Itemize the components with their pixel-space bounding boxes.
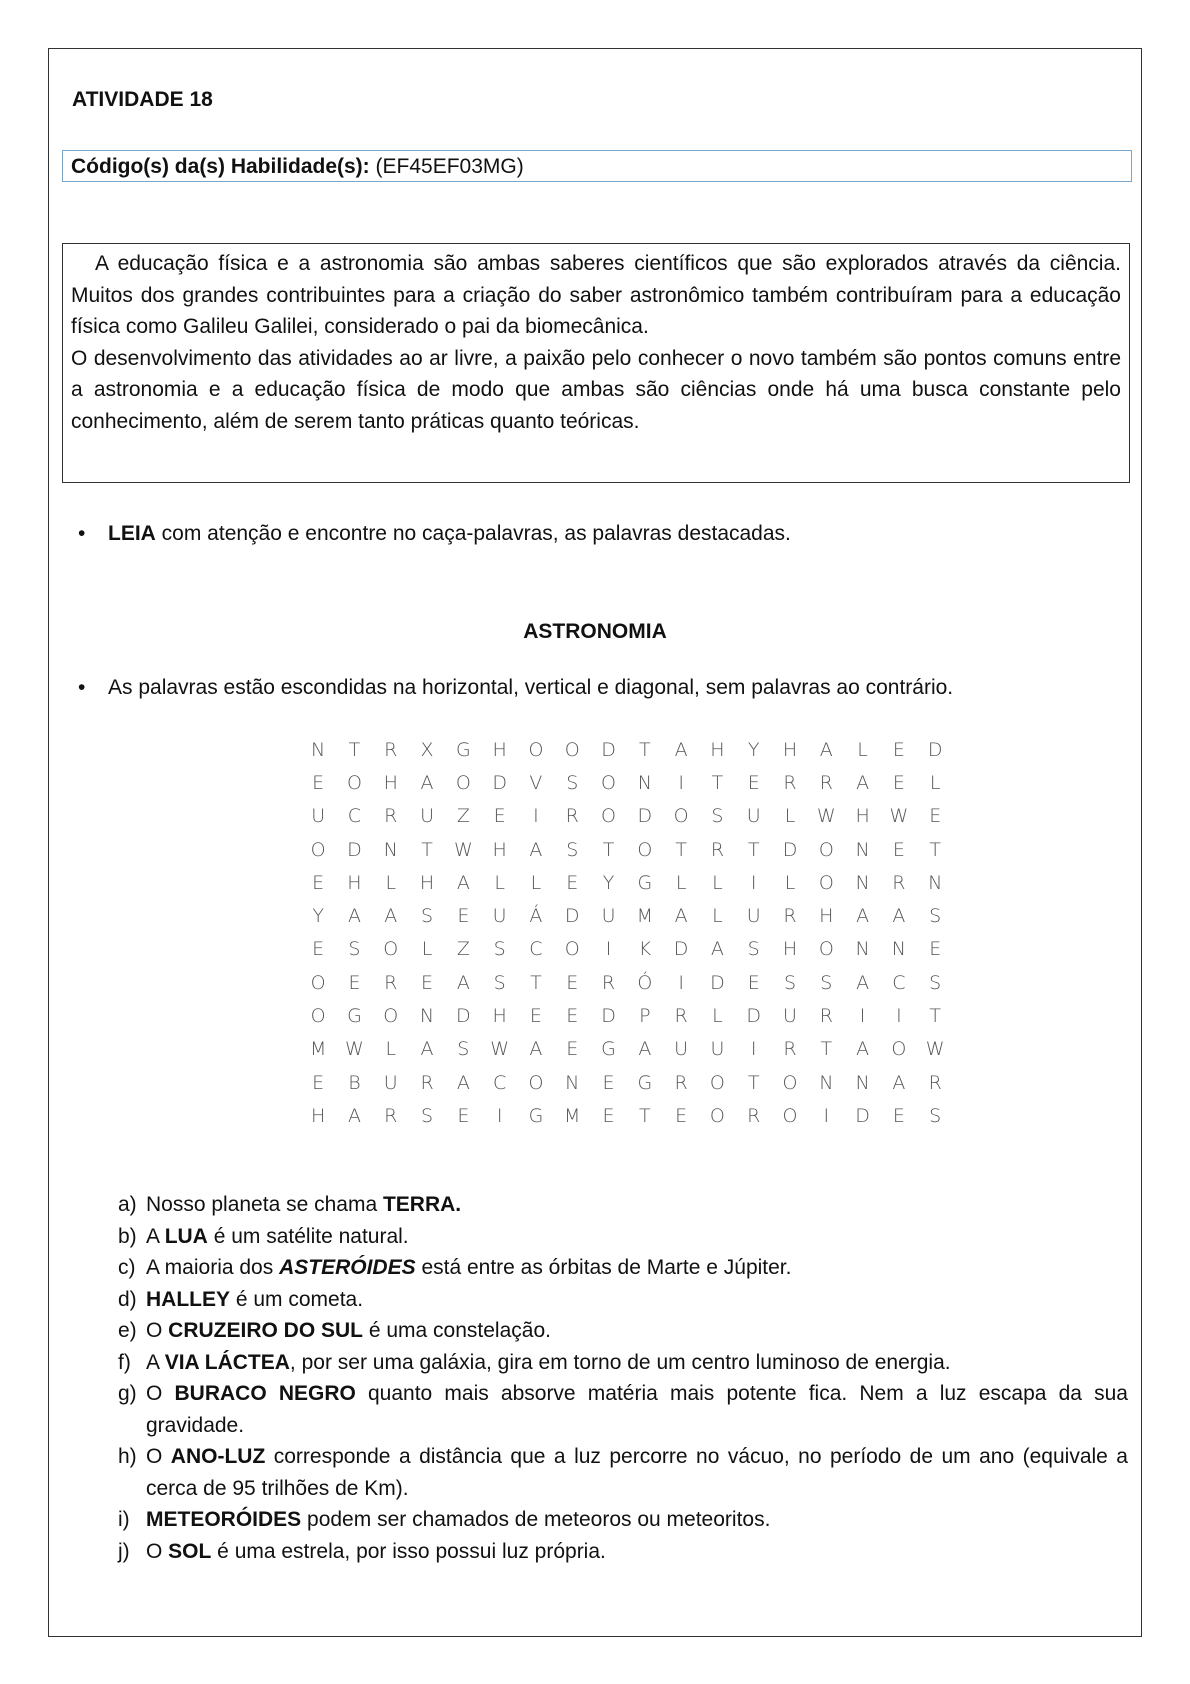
grid-cell[interactable]: D	[710, 971, 725, 994]
grid-cell[interactable]: U	[383, 1071, 398, 1094]
grid-cell[interactable]: R	[819, 771, 833, 794]
item-text: O	[146, 1382, 175, 1405]
grid-cell[interactable]: Y	[747, 738, 760, 761]
grid-cell[interactable]: G	[601, 1038, 616, 1061]
grid-cell[interactable]: E	[566, 1038, 579, 1061]
item-text: Nosso planeta se chama	[146, 1193, 383, 1216]
grid-cell[interactable]: O	[310, 1005, 326, 1028]
grid-cell[interactable]: E	[602, 1104, 615, 1127]
grid-cell[interactable]: N	[383, 838, 398, 861]
grid-cell[interactable]: E	[457, 1104, 470, 1127]
grid-cell[interactable]: R	[384, 805, 398, 828]
grid-cell[interactable]: L	[784, 805, 796, 828]
grid-cell[interactable]: D	[673, 938, 689, 961]
grid-cell[interactable]: S	[493, 971, 506, 994]
grid-cell[interactable]: T	[602, 838, 615, 861]
grid-cell[interactable]: L	[675, 871, 687, 894]
grid-cell[interactable]: H	[782, 938, 798, 961]
grid-cell[interactable]: O	[310, 971, 326, 994]
grid-cell[interactable]: S	[747, 938, 760, 961]
grid-cell[interactable]: B	[348, 1071, 361, 1094]
grid-cell[interactable]: D	[492, 771, 507, 794]
grid-cell[interactable]: G	[455, 738, 471, 761]
grid-cell[interactable]: A	[856, 905, 870, 928]
grid-row	[300, 966, 953, 999]
grid-cell[interactable]: T	[747, 1071, 760, 1094]
question-item	[118, 1504, 1128, 1536]
instruction-read: • LEIA com atenção e encontre no caça-palavras, as palavras destacadas.	[78, 522, 791, 545]
grid-row	[300, 999, 953, 1032]
grid-cell[interactable]: O	[818, 838, 834, 861]
grid-cell[interactable]: R	[384, 1104, 398, 1127]
grid-cell[interactable]: L	[712, 1005, 723, 1028]
grid-row	[300, 933, 953, 966]
grid-cell[interactable]: I	[678, 971, 684, 994]
grid-cell[interactable]: L	[385, 871, 397, 894]
grid-cell[interactable]: G	[528, 1104, 544, 1127]
grid-cell[interactable]: Á	[529, 905, 543, 928]
grid-cell[interactable]: A	[819, 738, 833, 761]
grid-cell[interactable]: N	[419, 1005, 435, 1028]
grid-cell[interactable]: O	[782, 1071, 798, 1094]
grid-cell[interactable]: S	[783, 971, 797, 994]
grid-cell[interactable]: T	[820, 1038, 833, 1061]
grid-cell[interactable]: C	[492, 1071, 507, 1094]
skill-label: Código(s) da(s) Habilidade(s):	[71, 155, 370, 178]
grid-cell[interactable]: U	[420, 805, 434, 828]
grid-cell[interactable]: U	[492, 905, 507, 928]
grid-cell[interactable]: O	[383, 1005, 399, 1028]
grid-cell[interactable]: E	[892, 738, 905, 761]
grid-cell[interactable]: H	[492, 738, 507, 761]
grid-cell[interactable]: O	[818, 938, 834, 961]
grid-cell[interactable]: E	[566, 1005, 579, 1028]
item-label: d)	[118, 1287, 137, 1311]
grid-cell[interactable]: D	[927, 738, 943, 761]
item-text: A maioria dos	[146, 1256, 280, 1279]
grid-cell[interactable]: E	[312, 938, 325, 961]
grid-cell[interactable]: R	[819, 1005, 833, 1028]
grid-cell[interactable]: R	[928, 1071, 942, 1094]
grid-cell[interactable]: N	[311, 738, 326, 761]
grid-cell[interactable]: S	[348, 938, 361, 961]
grid-cell[interactable]: H	[492, 838, 507, 861]
grid-row	[300, 1033, 953, 1066]
grid-cell[interactable]: N	[855, 1071, 870, 1094]
grid-cell[interactable]: A	[456, 871, 470, 894]
paragraph: A educação física e a astronomia são ambas saberes científicos que são explorados através da ciência. Muitos dos grandes contribuintes para a criação do saber astronômico também contribuíram para a educação física como Galileu Galilei, considerado o pai da biomecânica.	[71, 252, 1121, 338]
item-label: h)	[118, 1445, 137, 1468]
grid-cell[interactable]: E	[457, 905, 470, 928]
grid-cell[interactable]: L	[712, 871, 723, 894]
grid-cell[interactable]: K	[638, 938, 652, 961]
grid-cell[interactable]: I	[496, 1104, 503, 1127]
grid-cell[interactable]: T	[530, 971, 542, 994]
item-text: O	[146, 1445, 171, 1468]
grid-cell[interactable]: H	[710, 738, 725, 761]
grid-row	[300, 766, 953, 799]
item-label: i)	[118, 1508, 130, 1531]
paragraph: O desenvolvimento das atividades ao ar livre, a paixão pelo conhecer o novo também são pontos comuns entre a astronomia e a educação física de modo que ambas são ciências onde há uma busca constante pelo conhecimento, além de serem tanto práticas quanto teóricas.	[71, 346, 1121, 433]
highlight-word: ANO-LUZ	[170, 1445, 266, 1468]
grid-cell[interactable]: S	[711, 805, 724, 828]
grid-cell[interactable]: H	[492, 1005, 507, 1028]
item-text: A	[146, 1350, 165, 1374]
highlight-word: METEORÓIDES	[146, 1508, 302, 1531]
grid-cell[interactable]: N	[891, 938, 906, 961]
question-item	[118, 1189, 1128, 1221]
grid-cell[interactable]: R	[674, 1005, 688, 1028]
skill-code: (EF45EF03MG)	[369, 155, 524, 178]
grid-cell[interactable]: S	[493, 938, 506, 961]
question-item	[118, 1284, 1128, 1316]
grid-cell[interactable]: T	[929, 838, 941, 861]
grid-cell[interactable]: I	[896, 1005, 902, 1028]
question-item	[118, 1252, 1128, 1284]
skill-code-box	[62, 150, 1132, 182]
grid-cell[interactable]: I	[750, 1038, 757, 1061]
grid-cell[interactable]: G	[347, 1005, 362, 1028]
grid-cell[interactable]: R	[783, 771, 797, 794]
grid-cell[interactable]: S	[566, 771, 579, 794]
grid-row	[300, 833, 953, 866]
grid-cell[interactable]: D	[782, 838, 798, 861]
grid-cell[interactable]: O	[709, 1071, 725, 1094]
grid-cell[interactable]: A	[420, 1038, 434, 1061]
grid-cell[interactable]: T	[711, 771, 724, 794]
grid-cell[interactable]: A	[856, 771, 870, 794]
grid-cell[interactable]: H	[311, 1104, 326, 1127]
question-item	[118, 1315, 1128, 1347]
grid-cell[interactable]: R	[420, 1071, 434, 1094]
grid-cell[interactable]: H	[419, 871, 435, 894]
grid-cell[interactable]: E	[566, 871, 579, 894]
item-label: e)	[118, 1319, 137, 1342]
highlight-word: HALLEY	[146, 1287, 230, 1311]
grid-cell[interactable]: P	[639, 1005, 651, 1028]
item-text: é um satélite natural.	[207, 1224, 409, 1248]
question-item	[118, 1221, 1128, 1253]
item-text: podem ser chamados de meteoros ou meteoritos.	[301, 1508, 771, 1531]
grid-cell[interactable]: I	[605, 938, 612, 961]
grid-cell[interactable]: U	[601, 905, 616, 928]
grid-cell[interactable]: W	[490, 1038, 510, 1061]
grid-cell[interactable]: E	[421, 971, 434, 994]
grid-cell[interactable]: U	[746, 805, 761, 828]
grid-cell[interactable]: W	[816, 805, 836, 828]
grid-cell[interactable]: E	[929, 805, 942, 828]
grid-cell[interactable]: R	[892, 871, 906, 894]
grid-cell[interactable]: O	[346, 771, 362, 794]
grid-cell[interactable]: D	[601, 1005, 616, 1028]
grid-cell[interactable]: S	[929, 971, 942, 994]
grid-cell[interactable]: R	[783, 1038, 797, 1061]
grid-cell[interactable]: O	[709, 1104, 725, 1127]
grid-cell[interactable]: O	[673, 805, 689, 828]
word-search-grid	[300, 733, 953, 1133]
grid-cell[interactable]: A	[347, 905, 361, 928]
item-label: b)	[118, 1224, 137, 1248]
grid-cell[interactable]: S	[929, 1104, 942, 1127]
grid-cell[interactable]: D	[637, 805, 653, 828]
grid-cell[interactable]: T	[639, 738, 651, 761]
grid-cell[interactable]: A	[529, 838, 543, 861]
grid-cell[interactable]: L	[385, 1038, 397, 1061]
grid-cell[interactable]: M	[564, 1104, 581, 1127]
grid-cell[interactable]: N	[855, 838, 870, 861]
grid-cell[interactable]: E	[892, 1104, 905, 1127]
grid-cell[interactable]: S	[421, 905, 434, 928]
grid-cell[interactable]: S	[820, 971, 833, 994]
grid-cell[interactable]: O	[310, 838, 326, 861]
grid-cell[interactable]: X	[420, 738, 434, 761]
grid-cell[interactable]: O	[383, 938, 399, 961]
item-text: é uma estrela, por isso possui luz própria.	[211, 1539, 606, 1563]
grid-cell[interactable]: E	[892, 771, 905, 794]
grid-cell[interactable]: W	[345, 1038, 364, 1061]
grid-cell[interactable]: R	[601, 971, 616, 994]
grid-cell[interactable]: E	[493, 805, 506, 828]
item-text: é um cometa.	[230, 1287, 364, 1311]
grid-cell[interactable]: D	[855, 1104, 870, 1127]
item-label: f)	[118, 1350, 131, 1374]
highlight-word: TERRA.	[382, 1193, 462, 1216]
grid-cell[interactable]: M	[636, 905, 654, 928]
grid-cell[interactable]: A	[674, 905, 688, 928]
grid-cell[interactable]: T	[929, 1005, 941, 1028]
grid-cell[interactable]: W	[889, 805, 909, 828]
grid-cell[interactable]: N	[565, 1071, 580, 1094]
grid-cell[interactable]: Y	[602, 871, 615, 894]
item-text: está entre as órbitas de Marte e Júpiter.	[415, 1256, 792, 1279]
grid-cell[interactable]: C	[529, 938, 543, 961]
grid-cell[interactable]: A	[347, 1104, 361, 1127]
grid-cell[interactable]: D	[601, 738, 616, 761]
grid-cell[interactable]: L	[857, 738, 868, 761]
grid-cell[interactable]: S	[566, 838, 579, 861]
grid-cell[interactable]: U	[674, 1038, 689, 1061]
highlight-word: SOL	[168, 1539, 212, 1563]
grid-cell[interactable]: O	[601, 771, 616, 794]
grid-cell[interactable]: L	[784, 871, 796, 894]
grid-cell[interactable]: O	[564, 738, 580, 761]
grid-cell[interactable]: U	[746, 905, 761, 928]
grid-cell[interactable]: N	[819, 1071, 834, 1094]
grid-cell[interactable]: I	[859, 1005, 866, 1028]
item-text: O	[146, 1539, 169, 1563]
grid-cell[interactable]: L	[712, 905, 723, 928]
grid-cell[interactable]: E	[747, 771, 760, 794]
grid-cell[interactable]: E	[675, 1104, 688, 1127]
grid-cell[interactable]: A	[529, 1038, 543, 1061]
grid-cell[interactable]: H	[819, 905, 834, 928]
grid-cell[interactable]: A	[892, 1071, 906, 1094]
grid-cell[interactable]: E	[312, 1071, 325, 1094]
grid-cell[interactable]: N	[855, 938, 870, 961]
grid-cell[interactable]: E	[929, 938, 942, 961]
grid-cell[interactable]: U	[710, 1038, 725, 1061]
grid-cell[interactable]: Ó	[637, 971, 653, 994]
grid-cell[interactable]: S	[421, 1104, 434, 1127]
grid-cell[interactable]: O	[528, 1071, 544, 1094]
question-item	[118, 1441, 1128, 1504]
grid-cell[interactable]: A	[856, 971, 870, 994]
instruction-directions: • As palavras estão escondidas na horizontal, vertical e diagonal, sem palavras ao contrário.	[78, 676, 954, 699]
grid-cell[interactable]: S	[929, 905, 942, 928]
grid-cell[interactable]: G	[637, 1071, 653, 1094]
item-label: c)	[118, 1256, 136, 1279]
highlight-word: ASTERÓIDES	[279, 1256, 416, 1279]
question-item	[118, 1536, 1128, 1568]
grid-cell[interactable]: A	[674, 738, 688, 761]
grid-cell[interactable]: N	[855, 871, 870, 894]
grid-cell[interactable]: A	[420, 771, 434, 794]
grid-cell[interactable]: E	[348, 971, 361, 994]
grid-cell[interactable]: T	[348, 738, 361, 761]
grid-cell[interactable]: T	[675, 838, 687, 861]
bullet-icon: •	[78, 676, 86, 699]
question-item	[118, 1378, 1128, 1441]
grid-cell[interactable]: C	[347, 805, 362, 828]
grid-cell[interactable]: L	[929, 771, 941, 794]
grid-cell[interactable]: T	[747, 838, 760, 861]
grid-cell[interactable]: T	[421, 838, 433, 861]
grid-cell[interactable]: E	[529, 1005, 542, 1028]
question-list	[118, 1189, 1128, 1567]
grid-cell[interactable]: O	[637, 838, 653, 861]
grid-cell[interactable]: R	[565, 805, 579, 828]
item-text: O	[146, 1319, 169, 1342]
wordsearch-heading: ASTRONOMIA	[523, 620, 667, 643]
grid-cell[interactable]: U	[783, 1005, 797, 1028]
grid-cell[interactable]: O	[601, 805, 616, 828]
grid-cell[interactable]: W	[925, 1038, 945, 1061]
grid-cell[interactable]: L	[421, 938, 433, 961]
grid-cell[interactable]: A	[856, 1038, 870, 1061]
activity-title: ATIVIDADE 18	[72, 88, 213, 111]
grid-cell[interactable]: N	[637, 771, 652, 794]
grid-cell[interactable]: C	[892, 971, 906, 994]
grid-cell[interactable]: E	[312, 771, 325, 794]
grid-cell[interactable]: O	[782, 1104, 798, 1127]
bullet-icon: •	[78, 522, 86, 545]
grid-cell[interactable]: D	[456, 1005, 471, 1028]
grid-cell[interactable]: H	[855, 805, 870, 828]
highlight-word: VIA LÁCTEA	[164, 1350, 290, 1374]
grid-cell[interactable]: H	[782, 738, 798, 761]
grid-cell[interactable]: R	[384, 738, 398, 761]
grid-cell[interactable]: E	[602, 1071, 615, 1094]
grid-cell[interactable]: E	[747, 971, 760, 994]
grid-cell[interactable]: O	[818, 871, 834, 894]
grid-cell[interactable]: T	[639, 1104, 651, 1127]
grid-cell[interactable]: A	[456, 971, 470, 994]
grid-cell[interactable]: D	[746, 1005, 762, 1028]
grid-cell[interactable]: I	[823, 1104, 830, 1127]
item-text: é uma constelação.	[363, 1319, 551, 1342]
grid-cell[interactable]: L	[530, 871, 542, 894]
question-item	[118, 1347, 1128, 1379]
grid-cell[interactable]: W	[453, 838, 473, 861]
grid-cell[interactable]: N	[928, 871, 943, 894]
grid-cell[interactable]: A	[638, 1038, 652, 1061]
grid-row	[300, 1099, 953, 1132]
grid-cell[interactable]: I	[533, 805, 539, 828]
grid-cell[interactable]: Z	[456, 938, 470, 961]
grid-cell[interactable]: R	[710, 838, 725, 861]
grid-row	[300, 866, 953, 899]
grid-cell[interactable]: O	[455, 771, 471, 794]
grid-cell[interactable]: M	[309, 1038, 327, 1061]
grid-cell[interactable]: Z	[456, 805, 470, 828]
grid-cell[interactable]: R	[783, 905, 797, 928]
reading-text-box	[62, 243, 1130, 483]
grid-cell[interactable]: A	[710, 938, 724, 961]
item-text: , por ser uma galáxia, gira em torno de um centro luminoso de energia.	[289, 1350, 951, 1374]
item-text: A	[146, 1224, 165, 1248]
grid-cell[interactable]: E	[312, 871, 325, 894]
highlight-word: BURACO NEGRO	[174, 1382, 356, 1405]
grid-cell[interactable]: O	[891, 1038, 907, 1061]
grid-cell[interactable]: E	[892, 838, 905, 861]
grid-cell[interactable]: H	[383, 771, 398, 794]
grid-cell[interactable]: H	[347, 871, 362, 894]
grid-cell[interactable]: V	[529, 771, 543, 794]
grid-cell[interactable]: L	[494, 871, 505, 894]
highlight-word: LUA	[164, 1224, 208, 1248]
item-label: g)	[118, 1382, 137, 1405]
item-text: corresponde a distância que a luz percorre no vácuo, no período de um ano (equivale a cerca de 95 trilhões de Km).	[146, 1445, 1128, 1500]
grid-cell[interactable]: O	[528, 738, 544, 761]
grid-cell[interactable]: A	[892, 905, 906, 928]
grid-cell[interactable]: Y	[312, 905, 324, 928]
grid-cell[interactable]: A	[456, 1071, 470, 1094]
grid-cell[interactable]: U	[311, 805, 326, 828]
grid-cell[interactable]: S	[457, 1038, 470, 1061]
grid-cell[interactable]: O	[564, 938, 580, 961]
item-label: j)	[118, 1539, 130, 1563]
grid-cell[interactable]: A	[384, 905, 398, 928]
grid-cell[interactable]: G	[637, 871, 653, 894]
grid-cell[interactable]: D	[564, 905, 580, 928]
item-label: a)	[118, 1193, 137, 1216]
grid-cell[interactable]: R	[747, 1104, 761, 1127]
highlight-word: CRUZEIRO DO SUL	[168, 1319, 364, 1342]
grid-cell[interactable]: I	[678, 771, 684, 794]
grid-row	[300, 800, 953, 833]
grid-cell[interactable]: R	[674, 1071, 688, 1094]
grid-cell[interactable]: I	[750, 871, 757, 894]
grid-row	[300, 899, 953, 932]
grid-row	[300, 733, 953, 766]
grid-cell[interactable]: R	[384, 971, 398, 994]
grid-row	[300, 1066, 953, 1099]
item-text: quanto mais absorve matéria mais potente fica. Nem a luz escapa da sua gravidade.	[146, 1382, 1128, 1437]
grid-cell[interactable]: E	[566, 971, 579, 994]
grid-cell[interactable]: D	[347, 838, 362, 861]
